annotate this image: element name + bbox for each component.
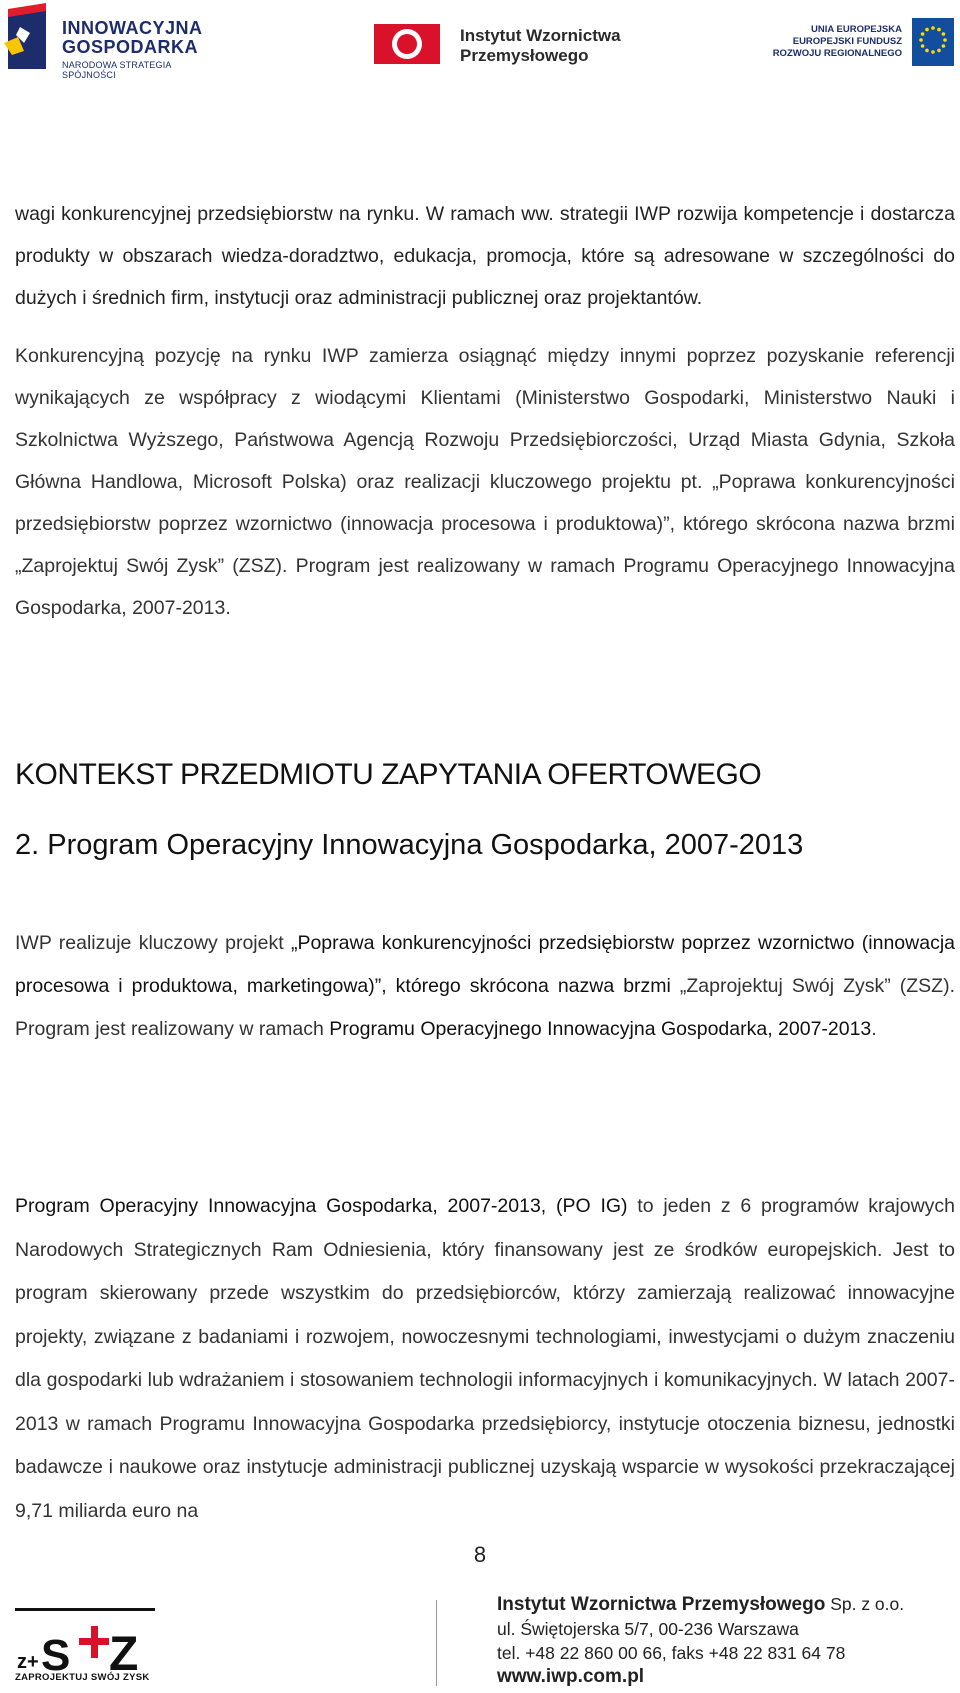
ig-name: INNOWACYJNA GOSPODARKA	[62, 18, 203, 57]
svg-text:z+: z+	[17, 1651, 39, 1673]
p4-program-name: Program Operacyjny Innowacyjna Gospodarka, 2007-2013, (PO IG)	[15, 1195, 628, 1217]
company-name: Instytut Wzornictwa Przemysłowego	[497, 1594, 826, 1615]
paragraph-competences: wagi konkurencyjnej przedsiębiorstw na rynku. W ramach ww. strategii IWP rozwija kompetencje i dostarcza produkty w obszarach wiedza-doradztwo, edukacja, promocja, które są adresowane w szczególności do dużych i średnich firm, instytucji oraz administracji publicznej oraz projektantów.	[15, 203, 955, 309]
paragraph-po-ig	[15, 1185, 955, 1533]
eu-logo	[740, 18, 955, 68]
street-address: ul. Świętojerska 5/7, 00-236 Warszawa	[497, 1619, 799, 1639]
company-suffix: Sp. z o.o.	[825, 1594, 905, 1614]
website-link[interactable]: www.iwp.com.pl	[497, 1666, 645, 1687]
iwp-name: Instytut Wzornictwa Przemysłowego	[460, 26, 621, 65]
page-footer	[0, 1590, 960, 1693]
iwp-logo	[374, 22, 634, 68]
iwp-emblem-icon	[374, 22, 444, 66]
p3-text-e: .	[871, 1018, 877, 1040]
zsz-logo-text: ZAPROJEKTUJ SWÓJ ZYSK	[15, 1672, 150, 1683]
paragraph-key-project	[15, 922, 955, 1051]
svg-text:Z: Z	[109, 1628, 139, 1681]
company-address	[497, 1592, 904, 1689]
eu-text: UNIA EUROPEJSKA EUROPEJSKI FUNDUSZ ROZWOJU REGIONALNEGO	[772, 24, 902, 59]
paragraph-competitive-position: Konkurencyjną pozycję na rynku IWP zamierza osiągnąć między innymi poprzez pozyskanie referencji wynikających ze współpracy z wiodącymi Klientami (Ministerstwo Gospodarki, Ministerstwo Nauki i Szkolnictwa Wyższego, Państwowa Agencją Rozwoju Przedsiębiorczości, Urząd Miasta Gdynia, Szkoła Główna Handlowa, Microsoft Polska) oraz realizacji kluczowego projektu pt. „Poprawa konkurencyjności przedsiębiorstw poprzez wzornictwo (innowacja procesowa i produktowa)”, którego skrócona nazwa brzmi „Zaprojektuj Swój Zysk” (ZSZ). Program jest realizowany w ramach Programu Operacyjnego Innowacyjna Gospodarka, 2007-2013.	[15, 345, 955, 619]
page-header	[0, 0, 960, 80]
p3-program-name: Programu Operacyjnego Innowacyjna Gospodarka, 2007-2013	[329, 1018, 872, 1040]
section-subheading: 2. Program Operacyjny Innowacyjna Gospodarka, 2007-2013	[15, 829, 804, 861]
ig-emblem-icon	[4, 3, 56, 71]
section-heading: KONTEKST PRZEDMIOTU ZAPYTANIA OFERTOWEGO	[15, 758, 762, 791]
company-name-line	[497, 1592, 904, 1617]
p3-text-c: „Zaprojektuj Swój Zysk” (ZSZ). Program jest realizowany w ramach	[15, 975, 955, 1040]
svg-text:S: S	[41, 1631, 71, 1680]
page-number: 8	[473, 1542, 487, 1567]
eu-flag-icon	[912, 18, 954, 66]
p4-text: to jeden z 6 programów krajowych Narodowych Strategicznych Ram Odniesienia, który finansowany jest ze środków europejskich. Jest to program skierowany przede wszystkim do przedsiębiorców, którzy zamierzają realizować innowacyjne projekty, związane z badaniami i rozwojem, nowoczesnymi technologiami, inwestycjami o dużym znaczeniu dla gospodarki lub wdrażaniem i stosowaniem technologii informacyjnych i komunikacyjnych. W latach 2007-2013 w ramach Programu Innowacyjna Gospodarka przedsiębiorcy, instytucje otoczenia biznesu, jednostki badawcze i naukowe oraz instytucje administracji publicznej uzyskają wsparcie w wysokości przekraczającej 9,71 miliarda euro na	[15, 1195, 955, 1522]
p3-project-name: „Poprawa konkurencyjności przedsiębiorstw poprzez wzornictwo (innowacja procesowa i produktowa, marketingowa)”, którego skrócona nazwa brzmi	[15, 932, 956, 997]
footer-divider	[436, 1600, 437, 1686]
ig-subtitle: NARODOWA STRATEGIA SPÓJNOŚCI	[62, 60, 172, 80]
p3-text-a: IWP realizuje kluczowy projekt	[15, 932, 291, 954]
phone-fax: tel. +48 22 860 00 66, faks +48 22 831 64 78	[497, 1643, 846, 1663]
innowacyjna-gospodarka-logo	[4, 3, 224, 80]
